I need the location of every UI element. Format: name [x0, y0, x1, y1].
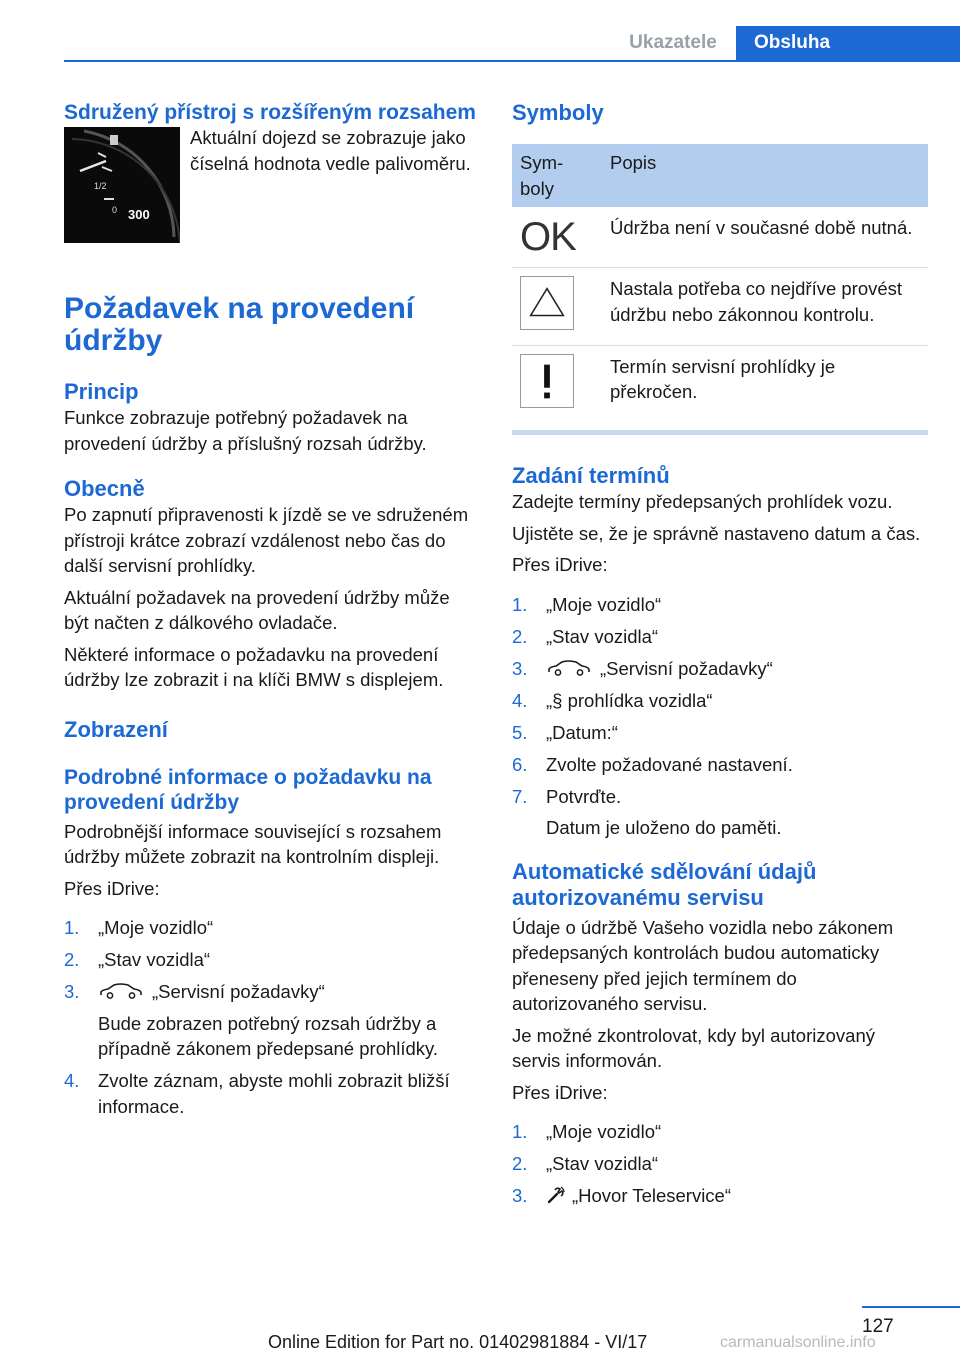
obecne-paragraph-1: Po zapnutí připravenosti k jízdě se ve sdruženém přístroji krátce zobrazí vzdálenost nebo čas do další servisní prohlídky.: [64, 504, 469, 576]
auto-paragraph-2: Je možné zkontrolovat, kdy byl autorizovaný servis informován.: [512, 1024, 875, 1071]
step-number: 6.: [512, 753, 528, 775]
step-number: 1.: [64, 917, 80, 938]
step-text: „Moje vozidlo“: [546, 593, 662, 615]
step-text: „Hovor Teleservice“: [572, 1185, 732, 1206]
left-column: [64, 100, 476, 1126]
step-number: 1.: [512, 1121, 528, 1142]
tab-ukazatele[interactable]: Ukazatele: [629, 32, 717, 53]
list-item: [512, 784, 928, 841]
gauge-block: [64, 127, 476, 243]
table-header-symbols: Sym-boly: [512, 144, 602, 207]
terms-steps-list: [512, 592, 928, 841]
car-icon: [546, 659, 592, 677]
watermark: carmanualsonline.info: [720, 1334, 876, 1351]
gauge-description: Aktuální dojezd se zobrazuje jako číselná hodnota vedle palivoměru.: [190, 127, 471, 174]
step-number: 5.: [512, 721, 528, 743]
gauge-label-zero: 0: [112, 205, 118, 215]
gauge-range-value: 300: [128, 207, 150, 222]
wrench-phone-icon: [546, 1185, 566, 1205]
step-text: „Moje vozidlo“: [546, 1121, 662, 1142]
list-item: [512, 688, 928, 714]
table-bottom-rule: [512, 430, 928, 435]
step-number: 3.: [512, 1185, 528, 1206]
step-text: „Stav vozidla“: [98, 949, 211, 970]
page-number: 127: [862, 1316, 894, 1337]
gauge-label-half: 1/2: [94, 181, 107, 191]
symbol-cell: [512, 268, 602, 346]
step-number: 3.: [512, 657, 528, 679]
car-icon: [98, 982, 144, 1000]
step-note: Datum je uloženo do paměti.: [546, 817, 782, 838]
step-text: Zvolte záznam, abyste mohli zobrazit bližší informace.: [98, 1070, 450, 1117]
list-item: [512, 592, 928, 618]
edition-line: Online Edition for Part no. 01402981884 - VI/17: [268, 1332, 648, 1352]
list-item: [512, 752, 928, 778]
table-header-row: [512, 144, 928, 207]
step-number: 7.: [512, 785, 528, 807]
table-row: [512, 345, 928, 422]
step-text: „§ prohlídka vozidla“: [546, 689, 713, 711]
auto-paragraph-1: Údaje o údržbě Vašeho vozidla nebo zákonem předepsaných kontrolách budou automaticky přeneseny před jejich termínem do autorizovaného servisu.: [512, 916, 894, 1014]
terms-paragraph-2: Ujistěte se, že je správně nastaveno datum a čas.: [512, 522, 921, 544]
list-item: [512, 656, 928, 682]
obecne-paragraph-3: Některé informace o požadavku na provedení údržby lze zobrazit i na klíči BMW s displejem.: [64, 643, 444, 690]
page-main-title: Požadavek na provedení údržby: [64, 292, 415, 357]
tab-obsluha-label: Obsluha: [754, 32, 831, 53]
list-item: [64, 1068, 476, 1119]
step-text: „Stav vozidla“: [546, 625, 659, 647]
via-idrive-right: Přes iDrive:: [512, 554, 608, 575]
detail-title: Podrobné informace o požadavku na provedení údržby: [64, 765, 432, 814]
table-header-description: Popis: [602, 144, 928, 207]
step-number: 2.: [512, 1153, 528, 1174]
fuel-pump-icon: [110, 135, 118, 145]
step-number: 4.: [512, 689, 528, 711]
princip-title: Princip: [64, 379, 139, 404]
terms-title: Zadání termínů: [512, 463, 670, 488]
step-note: Bude zobrazen potřebný rozsah údržby a případně zákonem předepsané prohlídky.: [98, 1012, 439, 1059]
step-text: „Datum:“: [546, 721, 618, 743]
auto-title: Automatické sdělování údajů autorizovanému servisu: [512, 858, 817, 910]
list-item: [64, 915, 476, 941]
terms-paragraph-1: Zadejte termíny předepsaných prohlídek vozu.: [512, 491, 893, 512]
step-text: „Servisní požadavky“: [152, 981, 325, 1002]
step-number: 1.: [512, 593, 528, 615]
step-text: Zvolte požadované nastavení.: [546, 753, 793, 775]
obecne-title: Obecně: [64, 476, 145, 501]
symbol-description: Údržba není v současné době nutná.: [602, 207, 928, 268]
via-idrive-left: Přes iDrive:: [64, 877, 160, 899]
list-item: [512, 1119, 928, 1145]
step-number: 3.: [64, 981, 80, 1002]
step-text: „Moje vozidlo“: [98, 917, 214, 938]
exclamation-icon: [520, 354, 574, 408]
symbol-description: Termín servisní prohlídky je překročen.: [610, 355, 836, 402]
table-row: [512, 268, 928, 346]
table-row: [512, 207, 928, 268]
auto-steps-list: [512, 1119, 928, 1209]
obecne-paragraph-2: Aktuální požadavek na provedení údržby může být načten z dálkového ovladače.: [64, 586, 450, 633]
list-item: [512, 1151, 928, 1177]
symbol-cell: [512, 345, 602, 422]
step-text: „Servisní požadavky“: [600, 657, 773, 679]
list-item: [512, 720, 928, 746]
combined-instrument-title: Sdružený přístroj s rozšířeným rozsahem: [64, 101, 476, 124]
list-item: [64, 979, 476, 1062]
right-column: [512, 100, 928, 1215]
princip-text: Funkce zobrazuje potřebný požadavek na provedení údržby a příslušný rozsah údržby.: [64, 407, 427, 454]
warning-triangle-icon: [520, 276, 574, 330]
fuel-gauge-image: [64, 127, 180, 243]
tab-obsluha[interactable]: [736, 26, 960, 62]
symbol-cell: [512, 207, 602, 268]
list-item: [64, 947, 476, 973]
ok-symbol-icon: OK: [520, 215, 576, 259]
detail-text: Podrobnější informace související s rozsahem údržby můžete zobrazit na kontrolním displeji.: [64, 820, 442, 867]
step-number: 4.: [64, 1070, 80, 1091]
symbols-table: [512, 144, 928, 422]
step-number: 2.: [512, 625, 528, 647]
symbols-title: Symboly: [512, 100, 604, 125]
header-rule: [64, 60, 960, 62]
list-item: [512, 624, 928, 650]
step-text: „Stav vozidla“: [546, 1153, 659, 1174]
footer-rule: [862, 1306, 960, 1308]
step-text: Potvrďte.: [546, 785, 622, 807]
list-item: [512, 1183, 928, 1209]
zobrazeni-title: Zobrazení: [64, 716, 168, 742]
symbol-description: Nastala potřeba co nejdříve provést údržbu nebo zákonnou kontrolu.: [602, 268, 928, 346]
left-steps-list: [64, 915, 476, 1119]
via-idrive-right-2: Přes iDrive:: [512, 1081, 608, 1103]
step-number: 2.: [64, 949, 80, 970]
